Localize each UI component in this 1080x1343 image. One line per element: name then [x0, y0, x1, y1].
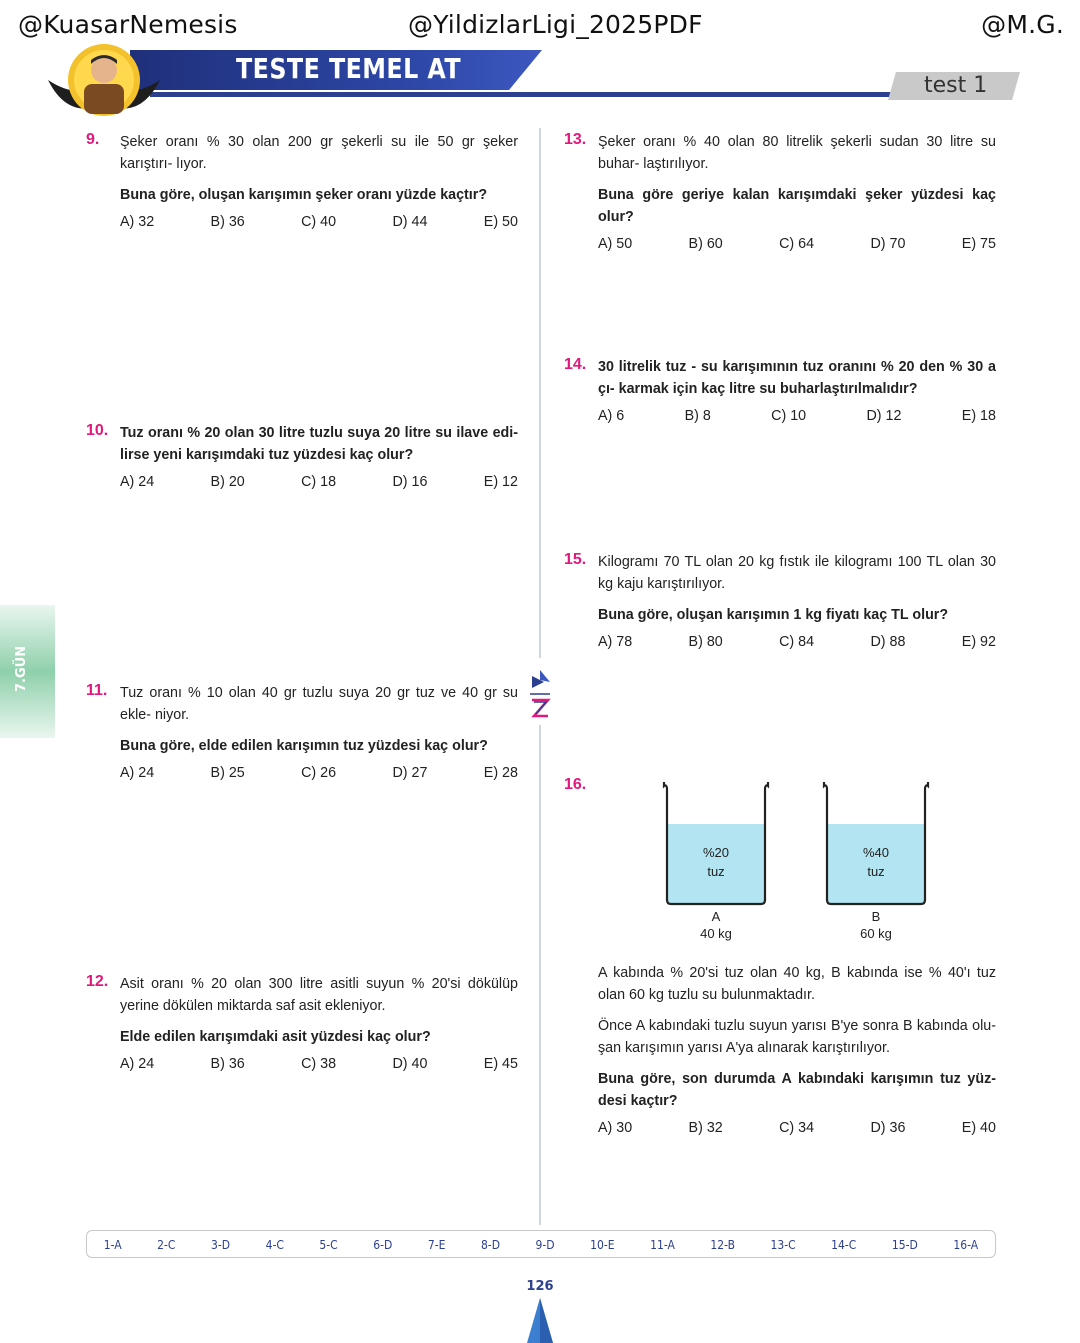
question-stem: Buna göre, son durumda A kabındaki karışımın tuz yüz- desi kaçtır?	[598, 1071, 996, 1109]
beaker-b-name: B	[871, 909, 881, 924]
question-stem: Buna göre, oluşan karışımın şeker oranı yüzde kaçtır?	[120, 187, 488, 203]
option-e[interactable]: E) 75	[961, 236, 996, 252]
question-text: A kabında % 20'si tuz olan 40 kg, B kabında ise % 40'ı tuz olan 60 kg tuzlu su bulunmaktadır.	[598, 965, 996, 1003]
option-c[interactable]: C) 18	[301, 474, 337, 490]
option-e[interactable]: E) 28	[483, 765, 518, 781]
beaker-a	[664, 782, 768, 941]
answer-options	[598, 405, 996, 427]
answer-key-item: 12-B	[710, 1238, 735, 1252]
question-16	[564, 962, 996, 1139]
option-b[interactable]: B) 36	[210, 1056, 245, 1072]
question-number: 11.	[86, 682, 108, 699]
question-13	[564, 131, 996, 255]
beaker-a-mass: 40 kg	[700, 926, 732, 941]
answer-key-item: 15-D	[891, 1238, 918, 1252]
answer-key-item: 5-C	[319, 1238, 338, 1252]
test-label: test 1	[924, 73, 988, 98]
question-stem: Buna göre, oluşan karışımın 1 kg fiyatı kaç TL olur?	[598, 607, 949, 623]
option-b[interactable]: B) 32	[688, 1120, 723, 1136]
answer-key-item: 8-D	[480, 1238, 501, 1252]
option-a[interactable]: A) 50	[598, 236, 633, 252]
beaker-a-percent: %20	[702, 845, 730, 860]
option-a[interactable]: A) 78	[598, 634, 633, 650]
option-d[interactable]: D) 12	[866, 408, 902, 424]
beaker-figure	[660, 780, 940, 950]
publisher-logo-icon	[528, 668, 552, 722]
option-b[interactable]: B) 80	[688, 634, 723, 650]
option-e[interactable]: E) 18	[961, 408, 996, 424]
question-text: Kilogramı 70 TL olan 20 kg fıstık ile kilogramı 100 TL olan 30 kg kaju karıştırılıyor.	[598, 554, 996, 592]
day-side-label: 7.GÜN	[14, 645, 29, 692]
answer-key-item: 14-C	[831, 1238, 857, 1252]
option-c[interactable]: C) 34	[779, 1120, 815, 1136]
question-10	[86, 422, 518, 493]
option-c[interactable]: C) 10	[771, 408, 807, 424]
question-11	[86, 682, 518, 784]
question-text: Asit oranı % 20 olan 300 litre asitli suyun % 20'si dökülüp yerine dökülen miktarda saf asit ekleniyor.	[120, 976, 518, 1014]
answer-key-item: 3-D	[210, 1238, 231, 1252]
answer-key-item: 9-D	[535, 1238, 555, 1252]
page-number: 126	[526, 1279, 554, 1294]
answer-key-item: 13-C	[770, 1238, 796, 1252]
answer-options	[120, 762, 518, 784]
option-c[interactable]: C) 64	[779, 236, 815, 252]
option-a[interactable]: A) 24	[120, 1056, 155, 1072]
answer-key	[86, 1238, 996, 1252]
option-a[interactable]: A) 24	[120, 765, 155, 781]
answer-key-item: 2-C	[157, 1238, 176, 1252]
question-number: 10.	[86, 422, 109, 439]
beaker-b	[824, 782, 928, 941]
option-c[interactable]: C) 84	[779, 634, 815, 650]
beaker-b-mass: 60 kg	[860, 926, 892, 941]
option-c[interactable]: C) 38	[301, 1056, 337, 1072]
column-divider	[539, 725, 541, 1225]
answer-options	[120, 1053, 518, 1075]
answer-options	[120, 211, 518, 233]
page-marker-icon	[527, 1298, 553, 1343]
option-d[interactable]: D) 70	[870, 236, 906, 252]
option-e[interactable]: E) 50	[483, 214, 518, 230]
option-d[interactable]: D) 88	[870, 634, 906, 650]
option-d[interactable]: D) 36	[870, 1120, 906, 1136]
beaker-b-percent: %40	[862, 845, 890, 860]
question-number: 14.	[564, 356, 587, 373]
option-d[interactable]: D) 27	[392, 765, 428, 781]
watermark-center: @YildizlarLigi_2025PDF	[408, 10, 703, 39]
column-divider	[539, 128, 541, 658]
option-a[interactable]: A) 6	[598, 408, 625, 424]
question-14	[564, 356, 996, 427]
question-text: Önce A kabındaki tuzlu suyun yarısı B'ye sonra B kabında olu- şan karışımın yarısı A'ya alınarak karıştırılıyor.	[598, 1018, 996, 1056]
answer-key-item: 16-A	[953, 1238, 979, 1252]
answer-key-item: 10-E	[590, 1238, 615, 1252]
answer-options	[598, 1117, 996, 1139]
beaker-a-name: A	[711, 909, 721, 924]
answer-options	[598, 233, 996, 255]
answer-key-item: 11-A	[650, 1238, 675, 1252]
option-b[interactable]: B) 20	[210, 474, 245, 490]
question-text: Tuz oranı % 20 olan 30 litre tuzlu suya 20 litre su ilave edi- lirse yeni karışımdaki tuz yüzdesi kaç olur?	[120, 425, 518, 463]
watermark-left: @KuasarNemesis	[18, 10, 238, 39]
question-stem: Buna göre geriye kalan karışımdaki şeker yüzdesi kaç olur?	[598, 187, 996, 225]
option-d[interactable]: D) 40	[392, 1056, 428, 1072]
option-d[interactable]: D) 44	[392, 214, 428, 230]
option-e[interactable]: E) 40	[961, 1120, 996, 1136]
option-e[interactable]: E) 12	[483, 474, 518, 490]
page-title: TESTE TEMEL AT	[236, 52, 462, 85]
beaker-a-content: tuz	[707, 864, 725, 879]
answer-options	[120, 471, 518, 493]
option-a[interactable]: A) 30	[598, 1120, 633, 1136]
option-d[interactable]: D) 16	[392, 474, 428, 490]
question-number: 16.	[564, 776, 587, 793]
option-c[interactable]: C) 40	[301, 214, 337, 230]
question-12	[86, 973, 518, 1075]
question-stem: Elde edilen karışımdaki asit yüzdesi kaç olur?	[120, 1029, 431, 1045]
option-b[interactable]: B) 25	[210, 765, 245, 781]
question-15	[564, 551, 996, 653]
mascot-avatar-icon	[48, 40, 160, 124]
question-text: Şeker oranı % 40 olan 80 litrelik şekerli sudan 30 litre su buhar- laştırılıyor.	[598, 134, 996, 172]
answer-key-item: 4-C	[265, 1238, 284, 1252]
header-rule	[150, 92, 895, 97]
option-a[interactable]: A) 24	[120, 474, 155, 490]
answer-options	[598, 631, 996, 653]
question-stem: Buna göre, elde edilen karışımın tuz yüzdesi kaç olur?	[120, 738, 488, 754]
option-b[interactable]: B) 60	[688, 236, 723, 252]
watermark-right: @M.G.	[981, 10, 1064, 39]
question-text: Tuz oranı % 10 olan 40 gr tuzlu suya 20 gr tuz ve 40 gr su ekle- niyor.	[120, 685, 518, 723]
option-e[interactable]: E) 92	[961, 634, 996, 650]
question-number: 12.	[86, 973, 109, 990]
option-a[interactable]: A) 32	[120, 214, 155, 230]
answer-key-item: 7-E	[427, 1238, 446, 1252]
answer-key-item: 1-A	[103, 1238, 122, 1252]
question-text: Şeker oranı % 30 olan 200 gr şekerli su ile 50 gr şeker karıştırı- lıyor.	[120, 134, 518, 172]
option-e[interactable]: E) 45	[483, 1056, 518, 1072]
beaker-b-content: tuz	[867, 864, 885, 879]
question-number: 13.	[564, 131, 587, 148]
option-c[interactable]: C) 26	[301, 765, 337, 781]
question-number: 15.	[564, 551, 587, 568]
question-text: 30 litrelik tuz - su karışımının tuz oranını % 20 den % 30 a çı- karmak için kaç litre su buharlaştırılmalıdır?	[598, 359, 996, 397]
option-b[interactable]: B) 36	[210, 214, 245, 230]
question-number: 9.	[86, 131, 100, 148]
option-b[interactable]: B) 8	[684, 408, 711, 424]
question-9	[86, 131, 518, 233]
answer-key-item: 6-D	[373, 1238, 393, 1252]
